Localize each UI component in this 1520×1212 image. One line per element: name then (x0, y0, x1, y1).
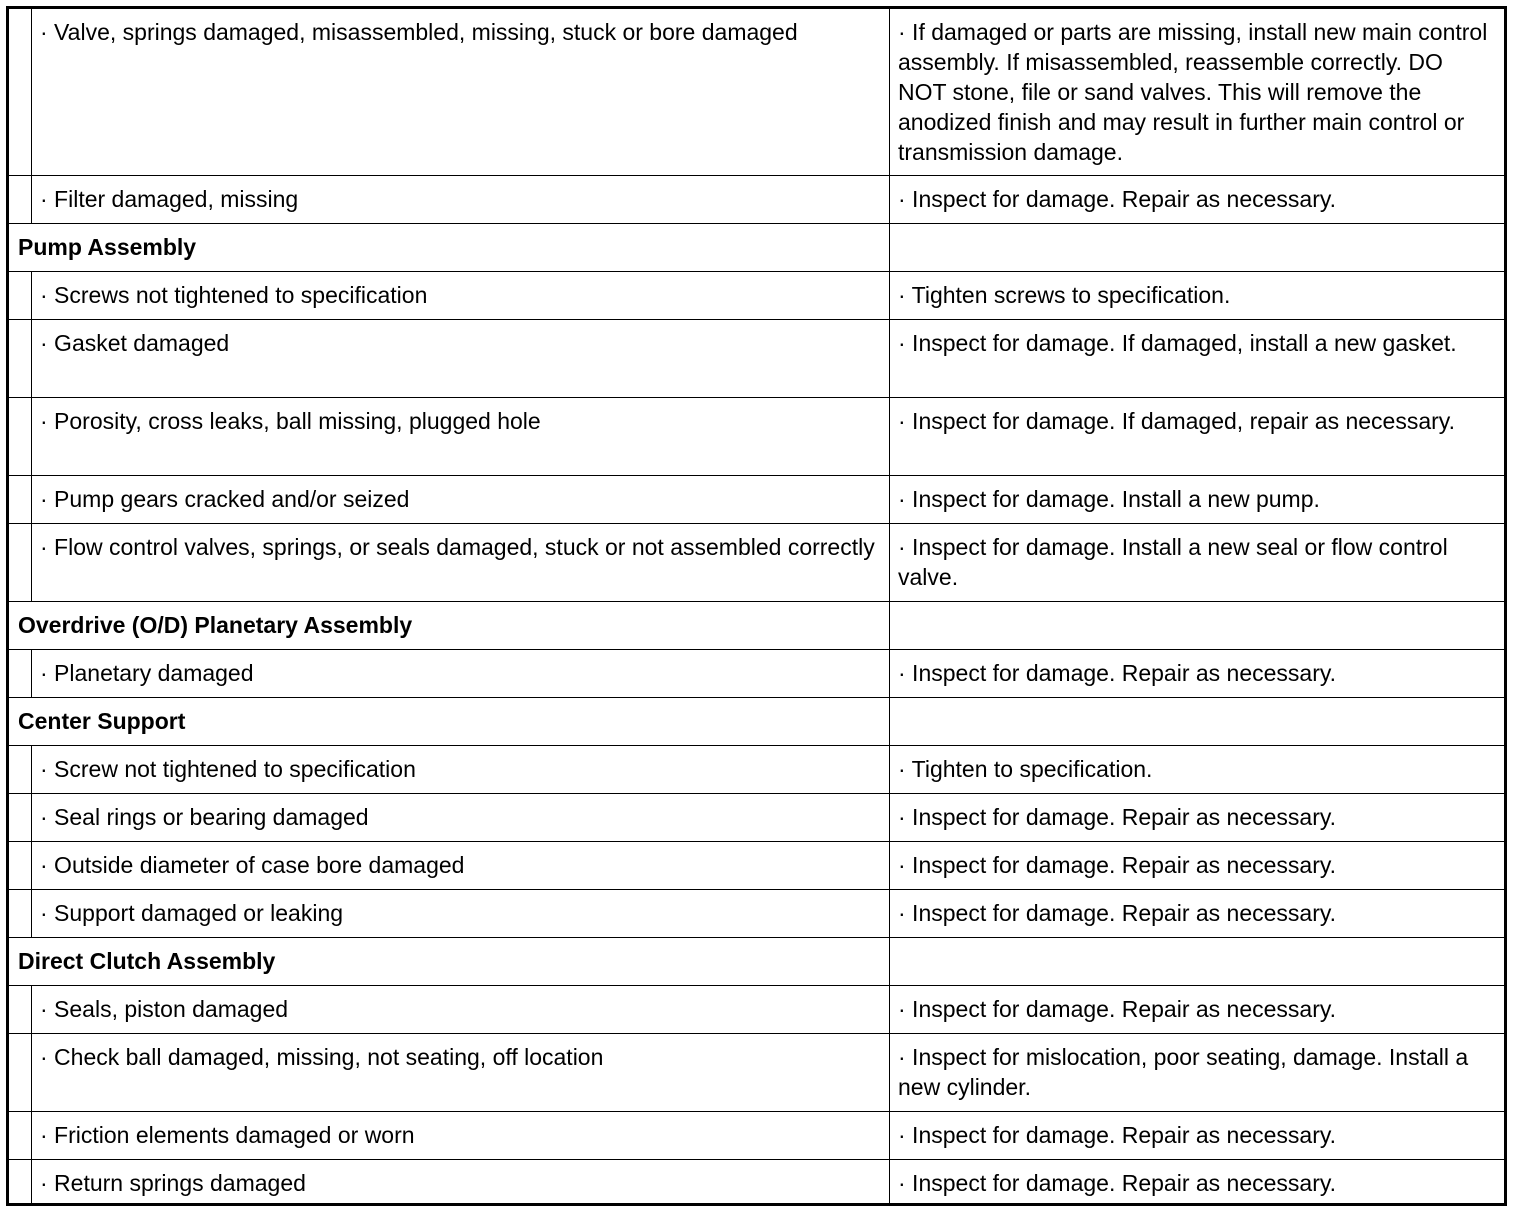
indent-cell (8, 1112, 32, 1160)
action-cell: · Inspect for damage. Install a new seal or flow control valve. (890, 524, 1506, 602)
indent-cell (8, 398, 32, 476)
section-action-cell (890, 224, 1506, 272)
table-row (8, 8, 1506, 176)
table-row (8, 986, 1506, 1034)
section-action-cell (890, 938, 1506, 986)
cause-cell: · Screw not tightened to specification (32, 746, 890, 794)
indent-cell (8, 8, 32, 176)
indent-cell (8, 1034, 32, 1112)
table-row (8, 1034, 1506, 1112)
cause-cell: · Return springs damaged (32, 1160, 890, 1205)
indent-cell (8, 890, 32, 938)
table-row (8, 398, 1506, 476)
section-action-cell (890, 602, 1506, 650)
table-row (8, 1160, 1506, 1205)
cause-cell: · Porosity, cross leaks, ball missing, plugged hole (32, 398, 890, 476)
indent-cell (8, 842, 32, 890)
table-row (8, 746, 1506, 794)
indent-cell (8, 794, 32, 842)
cause-cell: · Seals, piston damaged (32, 986, 890, 1034)
action-cell: · Inspect for damage. If damaged, repair as necessary. (890, 398, 1506, 476)
cause-cell: · Planetary damaged (32, 650, 890, 698)
action-cell: · If damaged or parts are missing, install new main control assembly. If misassembled, reassemble correctly. DO NOT stone, file or sand valves. This will remove the anodized finish and may result in further main control or transmission damage. (890, 8, 1506, 176)
cause-cell: · Seal rings or bearing damaged (32, 794, 890, 842)
cause-cell: · Valve, springs damaged, misassembled, missing, stuck or bore damaged (32, 8, 890, 176)
action-cell: · Inspect for damage. Repair as necessary. (890, 986, 1506, 1034)
table-row (8, 524, 1506, 602)
table-row (8, 272, 1506, 320)
action-cell: · Inspect for damage. Repair as necessary. (890, 1160, 1506, 1205)
cause-cell: · Gasket damaged (32, 320, 890, 398)
table-row (8, 320, 1506, 398)
section-title: Center Support (8, 698, 890, 746)
table-row (8, 1112, 1506, 1160)
action-cell: · Inspect for damage. If damaged, install a new gasket. (890, 320, 1506, 398)
cause-cell: · Screws not tightened to specification (32, 272, 890, 320)
section-row (8, 698, 1506, 746)
action-cell: · Inspect for damage. Repair as necessary. (890, 650, 1506, 698)
indent-cell (8, 320, 32, 398)
action-cell: · Inspect for damage. Repair as necessary. (890, 842, 1506, 890)
indent-cell (8, 524, 32, 602)
table-row (8, 842, 1506, 890)
table-row (8, 890, 1506, 938)
cause-cell: · Support damaged or leaking (32, 890, 890, 938)
action-cell: · Inspect for damage. Install a new pump. (890, 476, 1506, 524)
indent-cell (8, 272, 32, 320)
cause-cell: · Outside diameter of case bore damaged (32, 842, 890, 890)
action-cell: · Inspect for damage. Repair as necessary. (890, 794, 1506, 842)
action-cell: · Inspect for damage. Repair as necessary. (890, 1112, 1506, 1160)
cause-cell: · Filter damaged, missing (32, 176, 890, 224)
table-row (8, 794, 1506, 842)
section-title: Overdrive (O/D) Planetary Assembly (8, 602, 890, 650)
section-row (8, 602, 1506, 650)
table-row (8, 176, 1506, 224)
action-cell: · Tighten screws to specification. (890, 272, 1506, 320)
cause-cell: · Flow control valves, springs, or seals damaged, stuck or not assembled correctly (32, 524, 890, 602)
indent-cell (8, 1160, 32, 1205)
indent-cell (8, 746, 32, 794)
section-title: Direct Clutch Assembly (8, 938, 890, 986)
action-cell: · Inspect for damage. Repair as necessary. (890, 176, 1506, 224)
indent-cell (8, 986, 32, 1034)
section-action-cell (890, 698, 1506, 746)
cause-cell: · Friction elements damaged or worn (32, 1112, 890, 1160)
action-cell: · Tighten to specification. (890, 746, 1506, 794)
section-row (8, 938, 1506, 986)
section-row (8, 224, 1506, 272)
indent-cell (8, 650, 32, 698)
indent-cell (8, 476, 32, 524)
action-cell: · Inspect for damage. Repair as necessary. (890, 890, 1506, 938)
table-row (8, 476, 1506, 524)
section-title: Pump Assembly (8, 224, 890, 272)
cause-cell: · Pump gears cracked and/or seized (32, 476, 890, 524)
cause-cell: · Check ball damaged, missing, not seating, off location (32, 1034, 890, 1112)
table-row (8, 650, 1506, 698)
diagnosis-table (6, 6, 1507, 1206)
indent-cell (8, 176, 32, 224)
action-cell: · Inspect for mislocation, poor seating, damage. Install a new cylinder. (890, 1034, 1506, 1112)
